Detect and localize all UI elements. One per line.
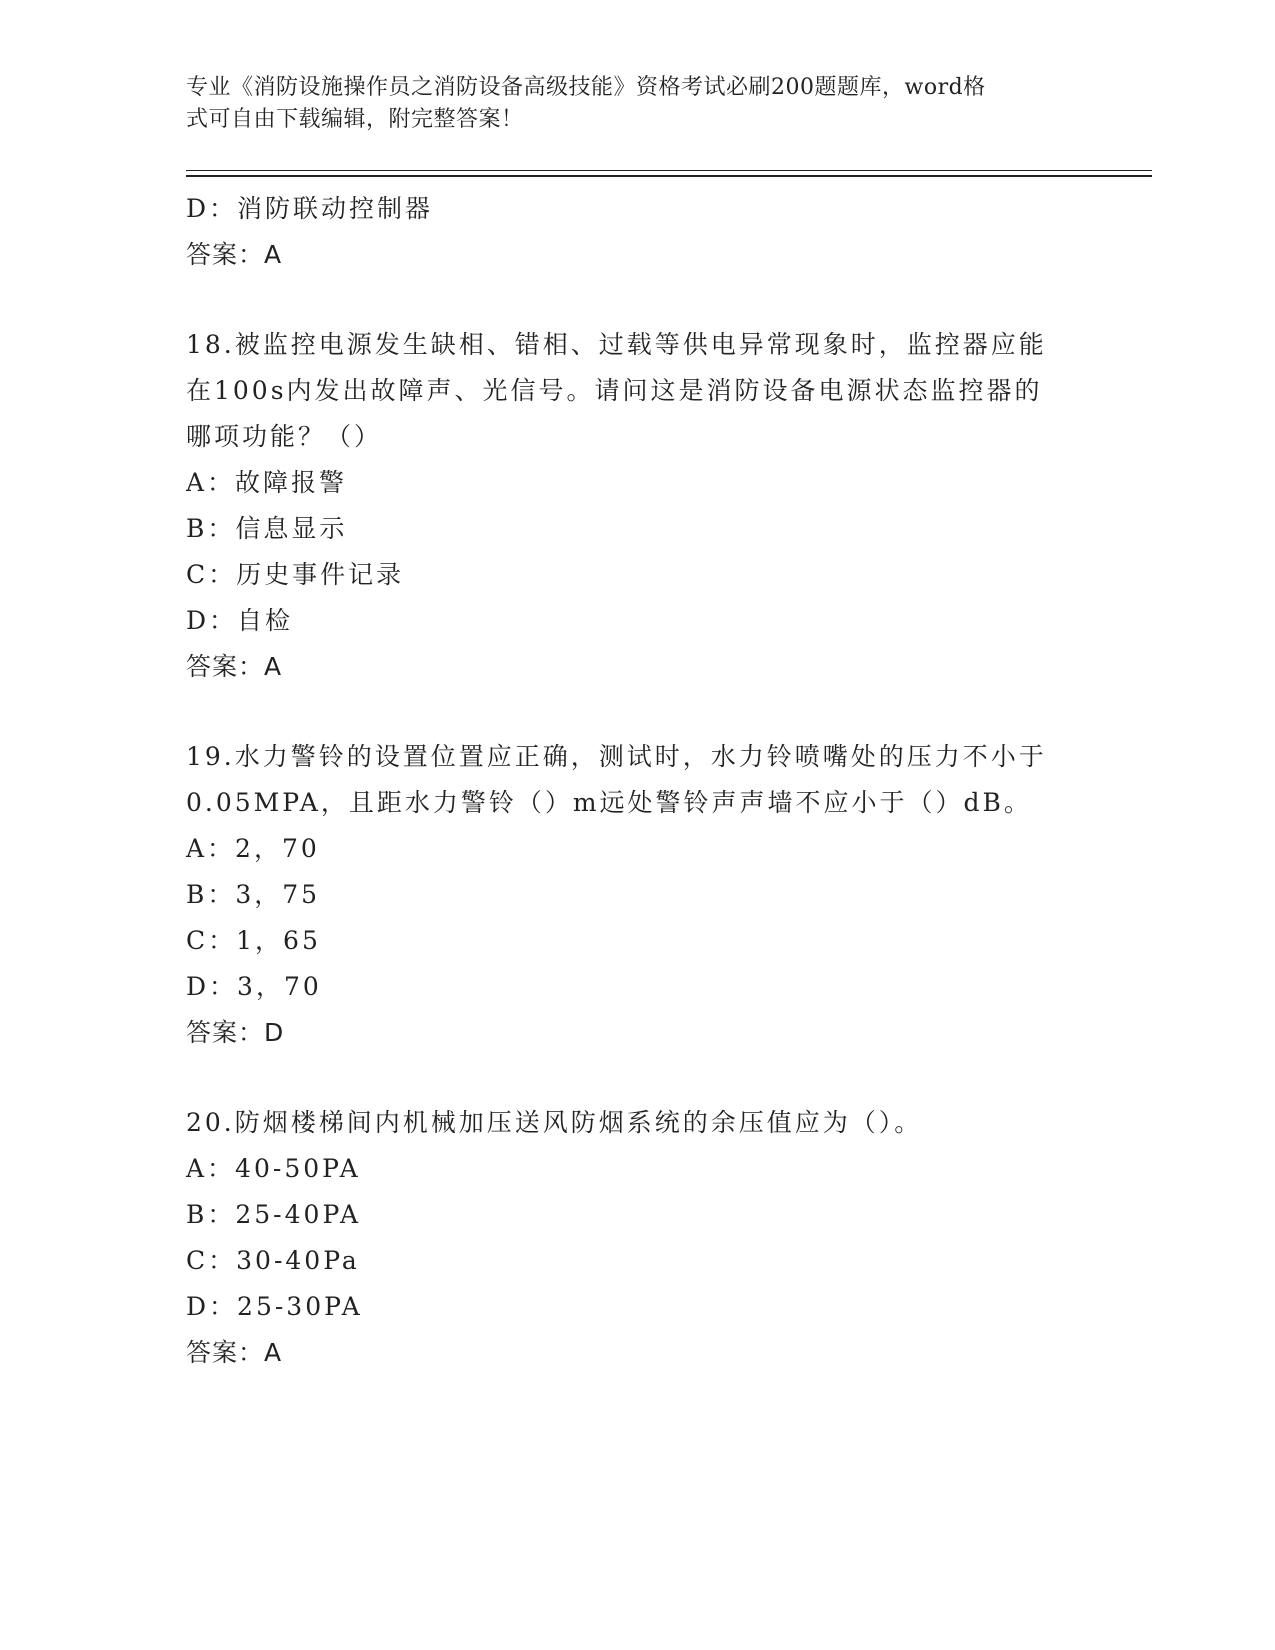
question-stem-line: 20.防烟楼梯间内机械加压送风防烟系统的余压值应为（）。 [186, 1108, 923, 1137]
carryover-block [186, 186, 1086, 278]
option-c: C：历史事件记录 [186, 560, 405, 589]
question-20 [186, 1100, 1086, 1376]
option-b: B：25-40PA [186, 1200, 362, 1229]
question-stem-line: 在100s内发出故障声、光信号。请问这是消防设备电源状态监控器的 [186, 376, 1043, 405]
question-stem [186, 1100, 1086, 1146]
option-a: A：2，70 [186, 834, 320, 863]
option-b: B：3，75 [186, 880, 321, 909]
answer-line: 答案：D [186, 1018, 285, 1047]
header-line-1: 专业《消防设施操作员之消防设备高级技能》资格考试必刷200题题库，word格 [186, 75, 986, 100]
option-d: D：消防联动控制器 [186, 194, 434, 223]
header-line-2: 式可自由下载编辑，附完整答案！ [186, 107, 524, 132]
question-19 [186, 734, 1086, 1056]
answer-line: 答案：A [186, 652, 283, 681]
page-header [186, 72, 1066, 136]
question-stem [186, 322, 1086, 460]
question-stem [186, 734, 1086, 826]
question-18 [186, 322, 1086, 690]
question-stem-line: 0.05MPA，且距水力警铃（）m远处警铃声声墙不应小于（）dB。 [186, 788, 1032, 817]
option-a: A：故障报警 [186, 468, 348, 497]
question-stem-line: 19.水力警铃的设置位置应正确，测试时，水力铃喷嘴处的压力不小于 [186, 742, 1047, 771]
answer-line: 答案：A [186, 240, 283, 269]
option-d: D：3，70 [186, 972, 322, 1001]
header-rule-thin [186, 170, 1152, 171]
option-c: C：1，65 [186, 926, 321, 955]
header-rule-thick [186, 175, 1152, 177]
option-b: B：信息显示 [186, 514, 348, 543]
answer-line: 答案：A [186, 1338, 283, 1367]
question-stem-line: 哪项功能？（） [186, 422, 383, 451]
document-body [186, 186, 1086, 1376]
option-d: D：自检 [186, 606, 294, 635]
question-stem-line: 18.被监控电源发生缺相、错相、过载等供电异常现象时，监控器应能 [186, 330, 1047, 359]
option-c: C：30-40Pa [186, 1246, 360, 1275]
option-a: A：40-50PA [186, 1154, 361, 1183]
option-d: D：25-30PA [186, 1292, 363, 1321]
